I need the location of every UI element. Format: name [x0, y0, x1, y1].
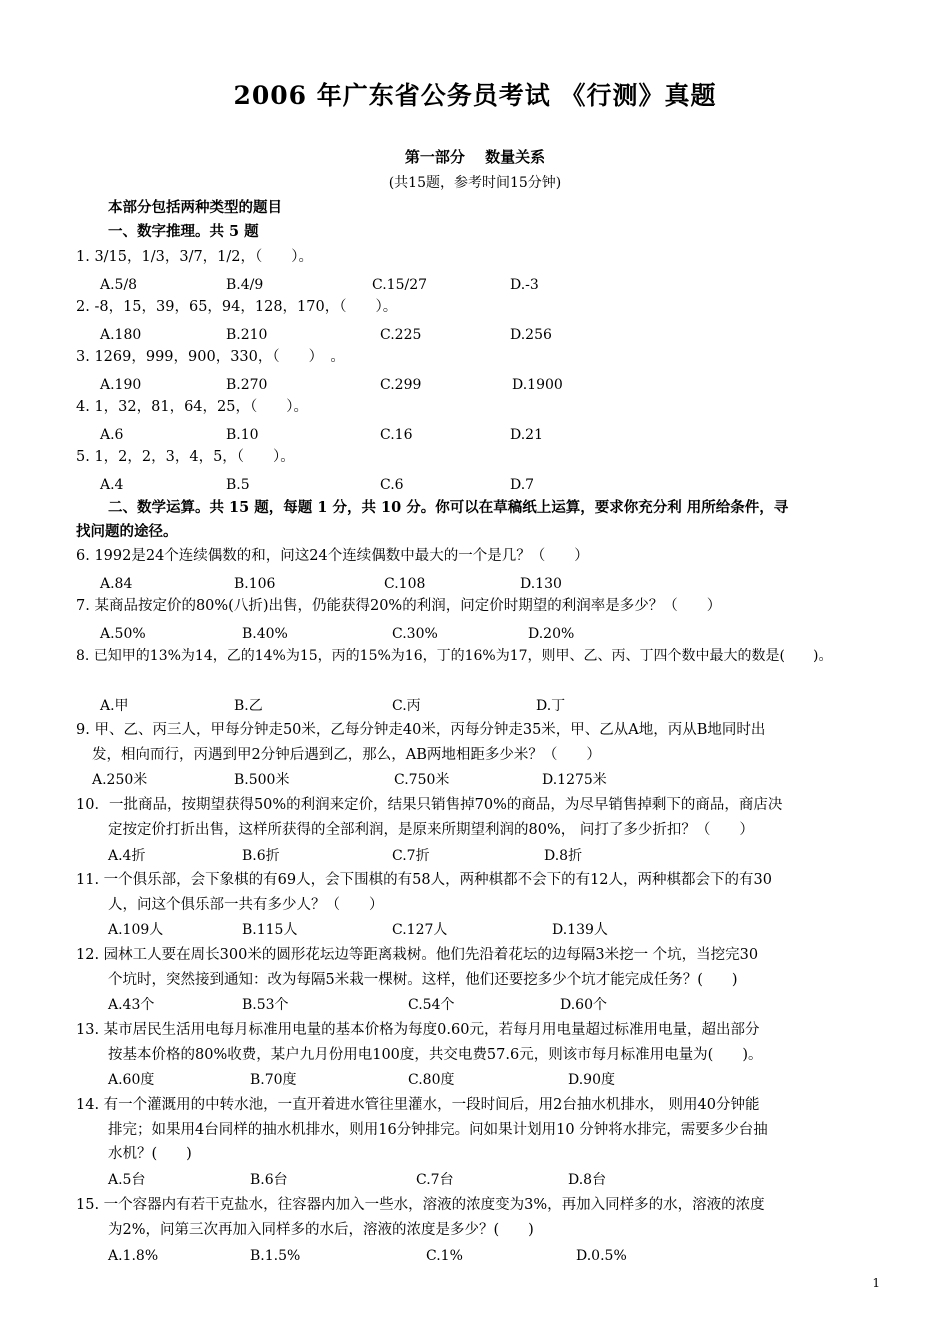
question-7: 7. 某商品按定价的80%(八折)出售，仍能获得20%的利润，问定价时期望的利润率是多少？（ ）	[76, 598, 722, 614]
q1-option-a: A.5/8	[100, 277, 138, 293]
q9-option-c: C.750米	[394, 772, 450, 788]
question-9: 9. 甲、乙、丙三人，甲每分钟走50米，乙每分钟走40米，丙每分钟走35米，甲、乙从A地，丙从B地同时出	[76, 722, 766, 738]
q4-option-d: D.21	[510, 427, 543, 443]
q9-option-d: D.1275米	[542, 772, 607, 788]
q11-option-d: D.139人	[552, 922, 608, 938]
q11-option-b: B.115人	[242, 922, 298, 938]
page-title: 2006 年广东省公务员考试 《行测》真题	[233, 81, 717, 110]
q3-option-a: A.190	[100, 377, 142, 393]
q5-option-b: B.5	[226, 477, 250, 493]
q14-option-d: D.8台	[568, 1172, 607, 1188]
question-15: 15. 一个容器内有若干克盐水，往容器内加入一些水，溶液的浓度变为3%，再加入同样多的水，溶液的浓度	[76, 1197, 765, 1213]
q7-option-d: D.20%	[528, 626, 575, 642]
q1-option-c: C.15/27	[372, 277, 428, 293]
section-heading-1: 一、数字推理。共 5 题	[108, 223, 259, 240]
question-10: 10．一批商品，按期望获得50%的利润来定价，结果只销售掉70%的商品，为尽早销售掉剩下的商品，商店决	[76, 797, 783, 813]
q13-option-c: C.80度	[408, 1072, 455, 1088]
section-heading-2: 二、数学运算。共 15 题，每题 1 分，共 10 分。你可以在草稿纸上运算，要求你充分利 用所给条件，寻	[108, 499, 789, 516]
q5-option-c: C.6	[380, 477, 404, 493]
intro-text: 本部分包括两种类型的题目	[108, 199, 282, 216]
q13-option-d: D.90度	[568, 1072, 615, 1088]
q15-option-b: B.1.5%	[250, 1248, 301, 1264]
q2-option-b: B.210	[226, 327, 268, 343]
question-14-cont-2: 水机？( )	[108, 1146, 192, 1162]
question-4: 4. 1，32，81，64，25，（ ）。	[76, 399, 308, 415]
question-2: 2. -8，15，39，65，94，128，170，（ ）。	[76, 299, 398, 315]
part-heading: 第一部分 数量关系	[404, 148, 546, 166]
q14-option-b: B.6台	[250, 1172, 288, 1188]
question-14-cont-1: 排完；如果用4台同样的抽水机排水，则用16分钟排完。问如果计划用10 分钟将水排完，需要多少台抽	[108, 1122, 768, 1138]
q8-option-b: B.乙	[234, 698, 263, 714]
q7-option-c: C.30%	[392, 626, 438, 642]
q1-option-d: D.-3	[510, 277, 539, 293]
question-9-cont: 发，相向而行，丙遇到甲2分钟后遇到乙，那么，AB两地相距多少米？（ ）	[92, 747, 601, 763]
q10-option-b: B.6折	[242, 848, 280, 864]
q13-option-b: B.70度	[250, 1072, 297, 1088]
q7-option-b: B.40%	[242, 626, 288, 642]
q8-option-c: C.丙	[392, 698, 421, 714]
q12-option-a: A.43个	[108, 997, 155, 1013]
question-1: 1. 3/15，1/3，3/7，1/2，（ ）。	[76, 249, 314, 265]
question-13-cont: 按基本价格的80%收费，某户九月份用电100度，共交电费57.6元，则该市每月标准用电量为( )。	[108, 1047, 763, 1063]
q12-option-b: B.53个	[242, 997, 289, 1013]
question-13: 13. 某市居民生活用电每月标准用电量的基本价格为每度0.60元，若每月用电量超过标准用电量，超出部分	[76, 1022, 760, 1038]
question-12: 12. 园林工人要在周长300米的圆形花坛边等距离栽树。他们先沿着花坛的边每隔3米挖一 个坑，当挖完30	[76, 947, 759, 963]
q4-option-a: A.6	[100, 427, 124, 443]
q3-option-c: C.299	[380, 377, 422, 393]
q10-option-d: D.8折	[544, 848, 583, 864]
q6-option-a: A.84	[100, 576, 133, 592]
page-number: 1	[872, 1276, 880, 1290]
q6-option-c: C.108	[384, 576, 426, 592]
q10-option-c: C.7折	[392, 848, 430, 864]
q5-option-d: D.7	[510, 477, 535, 493]
q6-option-d: D.130	[520, 576, 562, 592]
section-heading-2-cont: 找问题的途径。	[76, 523, 178, 540]
q12-option-c: C.54个	[408, 997, 455, 1013]
q11-option-c: C.127人	[392, 922, 448, 938]
q15-option-c: C.1%	[426, 1248, 463, 1264]
q4-option-c: C.16	[380, 427, 413, 443]
q9-option-a: A.250米	[92, 772, 148, 788]
q5-option-a: A.4	[100, 477, 124, 493]
q2-option-c: C.225	[380, 327, 422, 343]
q3-option-d: D.1900	[512, 377, 563, 393]
q12-option-d: D.60个	[560, 997, 607, 1013]
question-5: 5. 1，2，2，3，4，5，（ ）。	[76, 449, 295, 465]
question-11: 11. 一个俱乐部，会下象棋的有69人，会下围棋的有58人，两种棋都不会下的有12人，两种棋都会下的有30	[76, 872, 772, 888]
question-6: 6. 1992是24个连续偶数的和，问这24个连续偶数中最大的一个是几？（ ）	[76, 548, 589, 564]
q8-option-a: A.甲	[100, 698, 129, 714]
q14-option-c: C.7台	[416, 1172, 454, 1188]
q15-option-d: D.0.5%	[576, 1248, 627, 1264]
question-3: 3. 1269，999，900，330，（ ） 。	[76, 349, 345, 365]
q4-option-b: B.10	[226, 427, 259, 443]
q7-option-a: A.50%	[100, 626, 146, 642]
q14-option-a: A.5台	[108, 1172, 146, 1188]
q15-option-a: A.1.8%	[108, 1248, 159, 1264]
question-12-cont: 个坑时，突然接到通知：改为每隔5米栽一棵树。这样，他们还要挖多少个坑才能完成任务？( )	[108, 972, 738, 988]
question-11-cont: 人，问这个俱乐部一共有多少人？（ ）	[108, 897, 384, 913]
question-8: 8. 已知甲的13%为14，乙的14%为15，丙的15%为16，丁的16%为17，则甲、乙、丙、丁四个数中最大的数是( )。	[76, 648, 833, 664]
q13-option-a: A.60度	[108, 1072, 155, 1088]
q1-option-b: B.4/9	[226, 277, 264, 293]
q2-option-d: D.256	[510, 327, 552, 343]
q10-option-a: A.4折	[108, 848, 146, 864]
q9-option-b: B.500米	[234, 772, 290, 788]
part-note: (共15题，参考时间15分钟)	[388, 175, 562, 191]
q6-option-b: B.106	[234, 576, 276, 592]
q2-option-a: A.180	[100, 327, 142, 343]
question-14: 14. 有一个灌溉用的中转水池，一直开着进水管往里灌水，一段时间后，用2台抽水机排水， 则用40分钟能	[76, 1097, 760, 1113]
q3-option-b: B.270	[226, 377, 268, 393]
q11-option-a: A.109人	[108, 922, 164, 938]
question-10-cont: 定按定价打折出售，这样所获得的全部利润，是原来所期望利润的80%， 问打了多少折扣？（ ）	[108, 822, 754, 838]
question-15-cont: 为2%，问第三次再加入同样多的水后，溶液的浓度是多少？( )	[108, 1222, 534, 1238]
q8-option-d: D.丁	[536, 698, 566, 714]
